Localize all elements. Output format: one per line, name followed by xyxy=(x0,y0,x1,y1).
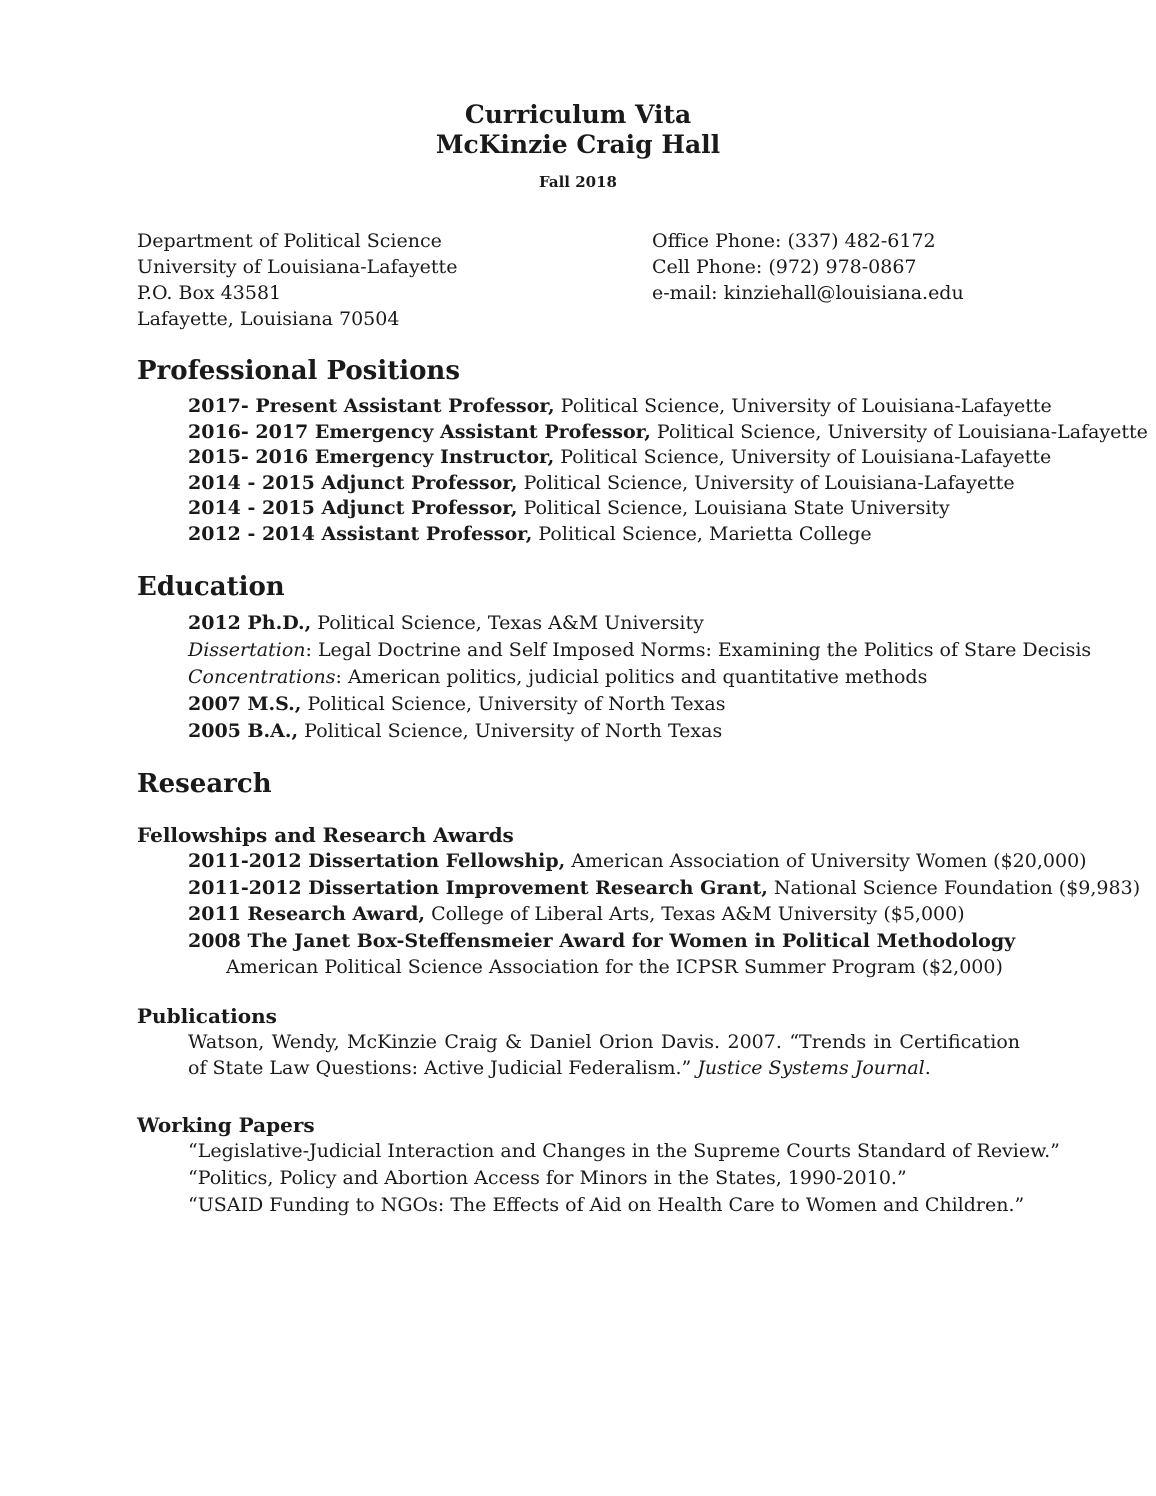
item-detail: Political Science, University of North Texas xyxy=(301,693,726,715)
publication-citation: Watson, Wendy, McKinzie Craig & Daniel Orion Davis. 2007. “Trends in Certification of State Law Questions: Active Judicial Federalism.” xyxy=(188,1031,1020,1079)
working-papers-list xyxy=(188,1138,1060,1219)
address-line: Lafayette, Louisiana 70504 xyxy=(137,308,400,330)
journal-name: Justice Systems Journal xyxy=(697,1057,925,1079)
item-detail: Political Science, University of North Texas xyxy=(298,720,723,742)
item-detail: Political Science, University of Louisiana-Lafayette xyxy=(554,446,1052,469)
item-title: 2005 B.A., xyxy=(188,720,299,742)
fellowships-list xyxy=(188,848,1140,981)
item-title: 2016- 2017 Emergency Assistant Professor, xyxy=(188,420,651,443)
cv-title: Curriculum Vita xyxy=(464,100,692,129)
item-detail: Political Science, University of Louisiana-Lafayette xyxy=(554,395,1052,417)
list-item xyxy=(188,848,1140,875)
section-heading-positions: Professional Positions xyxy=(137,356,460,386)
list-item xyxy=(188,875,1140,902)
item-title: 2014 - 2015 Adjunct Professor, xyxy=(188,471,518,494)
address-line: University of Louisiana-Lafayette xyxy=(137,256,458,278)
list-item xyxy=(188,928,1140,955)
contact-address xyxy=(137,228,457,332)
item-title: 2014 - 2015 Adjunct Professor, xyxy=(188,497,518,520)
item-detail: Political Science, University of Louisiana-Lafayette xyxy=(650,420,1148,443)
positions-list xyxy=(188,394,1148,548)
item-title: 2011-2012 Dissertation Improvement Research Grant, xyxy=(188,876,768,899)
cv-date: Fall 2018 xyxy=(539,173,617,191)
address-line: P.O. Box 43581 xyxy=(137,282,282,304)
item-detail: : Legal Doctrine and Self Imposed Norms: Examining the Politics of Stare Decisis xyxy=(305,639,1092,661)
item-title: 2012 - 2014 Assistant Professor, xyxy=(188,522,533,545)
list-item xyxy=(188,471,1148,497)
item-title: 2015- 2016 Emergency Instructor, xyxy=(188,446,555,469)
subheading-working-papers: Working Papers xyxy=(137,1113,315,1137)
list-item: “Politics, Policy and Abortion Access for Minors in the States, 1990-2010.” xyxy=(188,1167,907,1189)
item-detail: National Science Foundation ($9,983) xyxy=(767,876,1141,899)
degree-ba xyxy=(188,718,1091,745)
item-title: 2017- Present Assistant Professor, xyxy=(188,395,555,417)
item-detail: American Political Science Association for the ICPSR Summer Program ($2,000) xyxy=(226,956,1003,978)
contact-phones xyxy=(652,228,964,306)
list-item xyxy=(188,420,1148,446)
dissertation xyxy=(188,637,1091,664)
item-title: 2008 The Janet Box-Steffensmeier Award for Women in Political Methodology xyxy=(188,929,1016,952)
item-detail: : American politics, judicial politics and quantitative methods xyxy=(335,666,928,688)
office-phone: Office Phone: (337) 482-6172 xyxy=(652,230,936,252)
subheading-fellowships: Fellowships and Research Awards xyxy=(137,823,514,847)
list-item: “USAID Funding to NGOs: The Effects of Aid on Health Care to Women and Children.” xyxy=(188,1194,1025,1216)
cell-phone: Cell Phone: (972) 978-0867 xyxy=(652,256,917,278)
item-title: 2011 Research Award, xyxy=(188,903,426,925)
item-detail: College of Liberal Arts, Texas A&M University ($5,000) xyxy=(425,903,965,925)
publication-entry xyxy=(188,1029,1020,1081)
item-label: Dissertation xyxy=(188,639,306,661)
section-heading-research: Research xyxy=(137,769,272,799)
item-title: 2012 Ph.D., xyxy=(188,612,312,634)
section-heading-education: Education xyxy=(137,572,285,602)
degree-ms xyxy=(188,691,1091,718)
item-detail: Political Science, Louisiana State University xyxy=(517,497,950,520)
item-detail: Political Science, Marietta College xyxy=(532,522,872,545)
subheading-publications: Publications xyxy=(137,1004,277,1028)
address-line: Department of Political Science xyxy=(137,230,442,252)
punctuation: . xyxy=(924,1057,931,1079)
list-item: “Legislative-Judicial Interaction and Changes in the Supreme Courts Standard of Review.” xyxy=(188,1140,1060,1162)
item-detail: Political Science, University of Louisiana-Lafayette xyxy=(517,471,1015,494)
item-title: 2007 M.S., xyxy=(188,693,302,715)
item-detail: American Association of University Women ($20,000) xyxy=(565,850,1087,872)
item-label: Concentrations xyxy=(188,666,336,688)
education-list xyxy=(188,610,1091,745)
list-item xyxy=(188,394,1148,420)
list-item xyxy=(188,496,1148,522)
item-title: 2011-2012 Dissertation Fellowship, xyxy=(188,850,566,872)
email: e-mail: kinziehall@louisiana.edu xyxy=(652,282,964,304)
list-item xyxy=(188,901,1140,928)
item-detail: Political Science, Texas A&M University xyxy=(311,612,704,634)
cv-name: McKinzie Craig Hall xyxy=(435,130,721,159)
list-item xyxy=(188,445,1148,471)
concentrations xyxy=(188,664,1091,691)
degree-phd xyxy=(188,610,1091,637)
list-item xyxy=(188,522,1148,548)
